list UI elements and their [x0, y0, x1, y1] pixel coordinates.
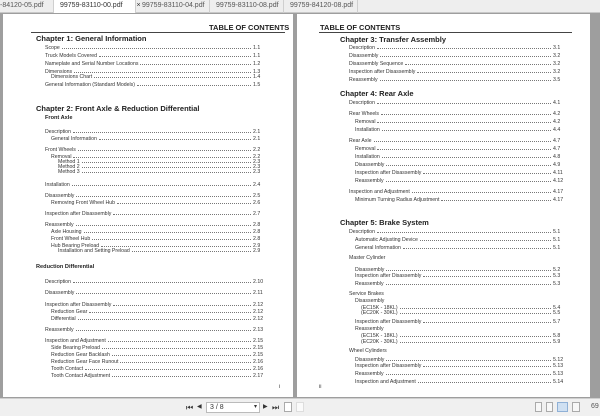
toc-entry[interactable]: Inspection and Adjustment 5.14	[355, 379, 564, 385]
toc-entry[interactable]: Disassembly 2.5	[45, 193, 261, 199]
toc-entry[interactable]: Rear Axle 4.7	[349, 138, 561, 144]
chapter-title: Chapter 2: Front Axle & Reduction Differential	[36, 104, 200, 113]
tab-label: 99759-83110-04.pdf	[142, 2, 205, 9]
toc-header: TABLE OF CONTENTS	[209, 23, 290, 32]
toc-entry[interactable]: Inspection after Disassembly 5.13	[355, 363, 564, 369]
toc-entry[interactable]: Scope 1.1	[45, 45, 261, 51]
chevron-down-icon[interactable]: ▾	[253, 404, 257, 410]
header-rule	[31, 32, 285, 33]
section-heading: Master Cylinder	[349, 255, 386, 261]
page-i	[3, 14, 293, 397]
toc-entry[interactable]: Inspection after Disassembly 5.7	[355, 319, 561, 325]
toc-entry[interactable]: General Information (Standard Models) 1.5	[45, 82, 261, 88]
continuous-view-icon[interactable]	[546, 402, 553, 412]
toc-entry[interactable]: General Information 5.1	[355, 245, 561, 251]
toc-entry[interactable]: Inspection after Disassembly 2.12	[45, 302, 264, 308]
toc-entry[interactable]: Truck Models Covered 1.1	[45, 53, 261, 59]
two-page-continuous-icon[interactable]	[572, 402, 580, 412]
toc-entry[interactable]: Reduction Gear 2.12	[51, 309, 264, 315]
toc-entry[interactable]: (EC15K - 18KL) 5.8	[361, 333, 561, 339]
next-page-icon[interactable]: ▶	[263, 404, 268, 410]
page-number-input[interactable]	[206, 402, 260, 413]
tab-bar	[0, 0, 600, 13]
prev-page-icon[interactable]: ◀	[197, 404, 202, 410]
toc-entry[interactable]: Disassembly 3.2	[349, 53, 561, 59]
toc-entry[interactable]: (EC20K - 30KL) 5.5	[361, 310, 561, 316]
toc-entry[interactable]: Reassembly 4.12	[355, 178, 564, 184]
bottom-toolbar	[0, 398, 600, 416]
toc-header: TABLE OF CONTENTS	[320, 23, 401, 32]
toc-entry[interactable]: Inspection after Disassembly 4.11	[355, 170, 563, 176]
toc-entry[interactable]: Removing Front Wheel Hub 2.6	[51, 200, 261, 206]
chapter-title: Chapter 1: General Information	[36, 34, 147, 43]
section-heading: Wheel Cylinders	[349, 348, 387, 354]
toc-entry[interactable]: Reassembly 5.3	[355, 281, 561, 287]
tab-83110-08[interactable]	[210, 0, 284, 13]
toc-entry[interactable]: Rear Wheels 4.2	[349, 111, 561, 117]
toc-entry[interactable]: Nameplate and Serial Number Locations 1.2	[45, 61, 261, 67]
toc-entry[interactable]: Installation and Setting Preload 2.9	[58, 248, 261, 254]
last-page-icon[interactable]: ⏭	[272, 403, 280, 412]
toc-entry[interactable]: Reduction Gear Face Runout 2.16	[51, 359, 264, 365]
toc-entry[interactable]: Reassembly 3.5	[349, 77, 561, 83]
toc-entry[interactable]: Differential 2.12	[51, 316, 264, 322]
toc-entry[interactable]: Disassembly 5.2	[355, 267, 561, 273]
tab-83110-04[interactable]	[136, 0, 210, 13]
toc-entry[interactable]: Disassembly 5.12	[355, 357, 564, 363]
toc-entry[interactable]: Reassembly 2.13	[45, 327, 264, 333]
tab-label: -84120-05.pdf	[0, 2, 44, 9]
toc-entry[interactable]: Description 4.1	[349, 100, 561, 106]
toc-entry[interactable]: Minimum Turning Radius Adjustment 4.17	[355, 197, 564, 203]
section-heading: Front Axle	[45, 115, 73, 121]
toc-entry[interactable]: Disassembly 2.11	[45, 290, 263, 296]
toc-entry[interactable]: Removal 4.2	[355, 119, 561, 125]
toc-entry[interactable]: Reduction Gear Backlash 2.15	[51, 352, 264, 358]
tab-84120-08[interactable]	[284, 0, 358, 13]
toc-entry[interactable]: Tooth Contact 2.16	[51, 366, 264, 372]
chapter-title: Chapter 4: Rear Axle	[340, 89, 414, 98]
tab-label: 99759-83110-00.pdf	[60, 2, 123, 9]
toc-entry[interactable]: Installation 4.4	[355, 127, 561, 133]
document-viewer[interactable]	[0, 13, 600, 398]
toc-entry[interactable]: Method 2 2.3	[58, 164, 261, 170]
page-number: ii	[319, 384, 322, 390]
toc-entry[interactable]: Side Bearing Preload 2.15	[51, 345, 264, 351]
tab-label: 99759-84120-08.pdf	[290, 2, 354, 9]
toc-entry[interactable]: Axle Housing 2.8	[51, 229, 261, 235]
chapter-title: Chapter 3: Transfer Assembly	[340, 35, 447, 44]
close-icon[interactable]: ×	[136, 2, 141, 9]
toc-entry[interactable]: Automatic Adjusting Device 5.1	[355, 237, 561, 243]
toc-entry[interactable]: Reassembly 5.13	[355, 371, 564, 377]
toc-entry[interactable]: Description 2.1	[45, 129, 261, 135]
toc-entry[interactable]: Dimensions 1.3	[45, 69, 261, 75]
toc-entry[interactable]: Disassembly 4.9	[355, 162, 561, 168]
section-heading: Reassembly	[355, 326, 384, 332]
toc-entry[interactable]: Front Wheel Hub 2.8	[51, 236, 261, 242]
toc-entry[interactable]: Inspection and Adjustment 4.17	[349, 189, 564, 195]
first-page-icon[interactable]: ⏮	[186, 403, 194, 412]
toc-entry[interactable]: Front Wheels 2.2	[45, 147, 261, 153]
toc-entry[interactable]: Description 2.10	[45, 279, 264, 285]
page-ii	[297, 14, 590, 397]
toc-entry[interactable]: (EC15K - 18KL) 5.4	[361, 305, 561, 311]
toc-entry[interactable]: Inspection after Disassembly 3.2	[349, 69, 561, 75]
two-page-view-icon[interactable]	[557, 402, 568, 412]
toc-entry[interactable]: Inspection after Disassembly 5.3	[355, 273, 561, 279]
page-number: i	[279, 384, 281, 390]
toc-entry[interactable]: Description 5.1	[349, 229, 561, 235]
single-page-view-icon[interactable]	[535, 402, 542, 412]
toc-entry[interactable]: General Information 2.1	[51, 136, 261, 142]
toc-entry[interactable]: Dimensions Chart 1.4	[51, 74, 261, 80]
page-value: 3 / 8	[210, 404, 224, 411]
toc-entry[interactable]: (EC20K - 30KL) 5.9	[361, 339, 561, 345]
tab-label: 99759-83110-08.pdf	[216, 2, 279, 9]
toc-entry[interactable]: Reassembly 2.8	[45, 222, 261, 228]
toc-entry[interactable]: Hub Bearing Preload 2.9	[51, 243, 261, 249]
toc-entry[interactable]: Installation 2.4	[45, 182, 261, 188]
tab-84120-05[interactable]	[0, 0, 54, 13]
toc-entry[interactable]: Inspection after Disassembly 2.7	[45, 211, 261, 217]
copy-page-icon[interactable]	[284, 402, 292, 412]
section-heading: Disassembly	[355, 298, 385, 304]
toc-entry[interactable]: Removal 4.7	[355, 146, 561, 152]
section-heading: Reduction Differential	[36, 264, 95, 270]
paste-page-icon[interactable]	[296, 402, 304, 412]
toc-entry[interactable]: Method 1 2.3	[58, 159, 261, 165]
toc-entry[interactable]: Installation 4.8	[355, 154, 561, 160]
header-rule	[319, 32, 572, 33]
toc-entry[interactable]: Removal 2.2	[51, 154, 261, 160]
tab-83110-00[interactable]	[54, 0, 141, 13]
toc-entry[interactable]: Tooth Contact Adjustment 2.17	[51, 373, 264, 379]
chapter-title: Chapter 5: Brake System	[340, 218, 429, 227]
toc-entry[interactable]: Inspection and Adjustment 2.15	[45, 338, 264, 344]
toc-entry[interactable]: Disassembly Sequence 3.2	[349, 61, 561, 67]
zoom-level[interactable]: 69	[591, 403, 599, 410]
toc-entry[interactable]: Method 3 2.3	[58, 169, 261, 175]
section-heading: Service Brakes	[349, 291, 384, 297]
toc-entry[interactable]: Description 3.1	[349, 45, 561, 51]
